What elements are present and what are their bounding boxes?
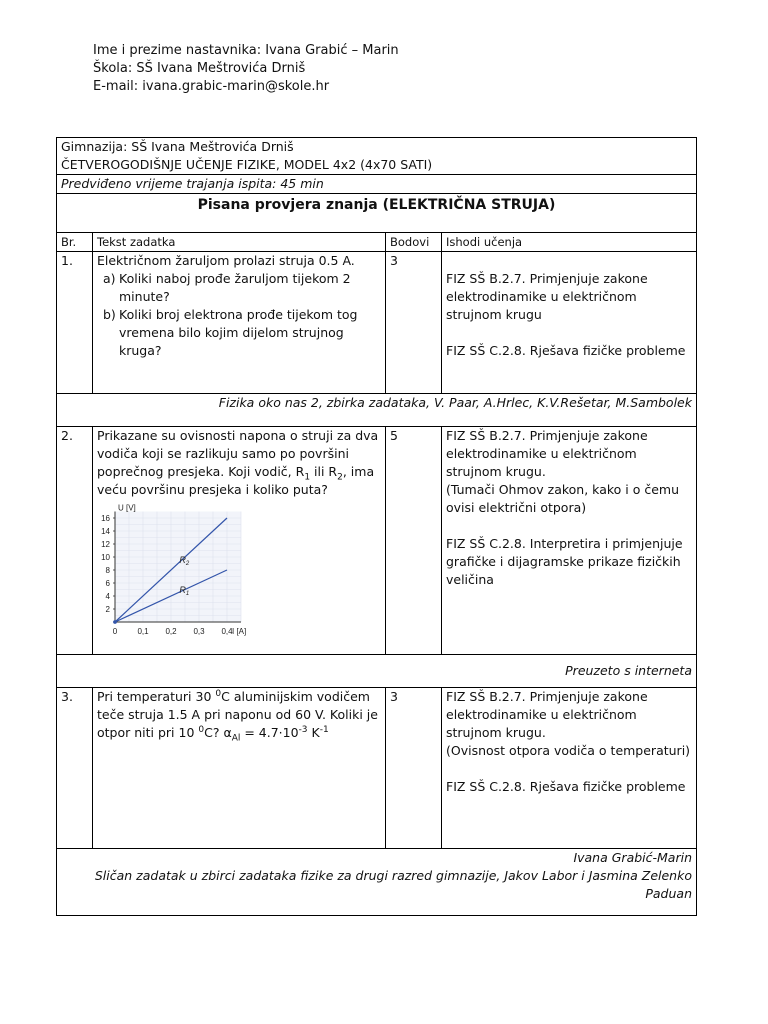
task-source: Sličan zadatak u zbirci zadataka fizike za drugi razred gimnazije, Jakov Labor i Jasmina Zelenko Paduan [94, 868, 692, 901]
task-points: 3 [386, 252, 442, 394]
col-text: Tekst zadatka [93, 233, 386, 252]
task-row-3 [57, 688, 697, 849]
document-header [93, 42, 399, 96]
x-tick-label: 0,4 [221, 627, 233, 636]
outcome: FIZ SŠ B.2.7. Primjenjuje zakone elektrodinamike u električnom strujnom krugu. [446, 689, 648, 740]
task-source: Preuzeto s interneta [57, 655, 697, 688]
title-row [57, 194, 697, 233]
y-tick-label: 8 [105, 566, 110, 575]
task-source-block [57, 849, 697, 916]
exam-table [56, 137, 697, 916]
x-tick-label: 0 [112, 627, 118, 636]
plot-background [115, 512, 241, 623]
subtask-list [97, 270, 381, 360]
model-label: ČETVEROGODIŠNJE UČENJE FIZIKE, MODEL 4x2 (4x70 SATI) [61, 157, 433, 172]
column-header-row [57, 233, 697, 252]
subtask-label: b) [103, 307, 116, 322]
task-number: 1. [57, 252, 93, 394]
source-row-2 [57, 655, 697, 688]
outcome: FIZ SŠ B.2.7. Primjenjuje zakone elektrodinamike u električnom strujnom krugu. [446, 428, 648, 479]
task-question: Prikazane su ovisnosti napona o struji za dva vodiča koji se razlikuju samo po površini poprečnog presjeka. Koji vodič, $R_1$ ili $R_2$, ima veću površinu presjeka i koliko puta? [97, 428, 379, 497]
y-tick-label: 12 [101, 540, 110, 549]
task-number: 3. [57, 688, 93, 849]
task-points: 5 [386, 427, 442, 655]
task-text [93, 427, 386, 655]
task-number: 2. [57, 427, 93, 655]
task-row-2 [57, 427, 697, 655]
y-tick-label: 4 [105, 592, 110, 601]
x-axis-label: I [A] [232, 627, 247, 636]
y-tick-label: 10 [101, 553, 110, 562]
task-outcomes [442, 688, 697, 849]
subtask-b [103, 306, 381, 360]
subtask-text: Koliki broj elektrona prođe tijekom tog vremena bilo kojim dijelom strujnog kruga? [119, 307, 358, 358]
task-source: Fizika oko nas 2, zbirka zadataka, V. Paar, A.Hrlec, K.V.Rešetar, M.Sambolek [57, 394, 697, 427]
subtask-text: Koliki naboj prođe žaruljom tijekom 2 minute? [119, 271, 351, 304]
outcome-note: (Tumači Ohmov zakon, kako i o čemu ovisi električni otpora) [446, 482, 680, 515]
outcome-note: (Ovisnost otpora vodiča o temperaturi) [446, 743, 691, 758]
duration-label: Predviđeno vrijeme trajanja ispita: 45 min [57, 175, 697, 194]
series-label-R2: $R_2$ [179, 555, 190, 568]
x-tick-label: 0,1 [137, 627, 149, 636]
source-author: Ivana Grabić-Marin [573, 850, 692, 865]
outcome: FIZ SŠ C.2.8. Rješava fizičke probleme [446, 343, 686, 358]
y-tick-label: 2 [105, 605, 110, 614]
data-point [113, 620, 117, 624]
y-tick-label: 16 [101, 514, 110, 523]
exam-title: Pisana provjera znanja (ELEKTRIČNA STRUJA) [57, 194, 697, 233]
task-question: Pri temperaturi 30 $^0$C aluminijskim vodičem teče struja 1.5 A pri naponu od 60 V. Koliki je otpor niti pri 10 $^0$C? $\alpha_{Al} = 4.7\cdot 10^{-3}$ $K^{-1}$ [97, 688, 378, 744]
task-outcomes [442, 252, 697, 394]
task-outcomes [442, 427, 697, 655]
source-row-1 [57, 394, 697, 427]
info-row [57, 138, 697, 175]
task-text [93, 688, 386, 849]
gimnazija-label: Gimnazija: SŠ Ivana Meštrovića Drniš [61, 139, 294, 154]
task-row-1 [57, 252, 697, 394]
series-label-R1: $R_1$ [179, 585, 190, 598]
x-tick-label: 0,3 [193, 627, 205, 636]
x-tick-label: 0,2 [165, 627, 177, 636]
y-axis-label: U [V] [118, 503, 136, 513]
teacher-name: Ime i prezime nastavnika: Ivana Grabić – Marin [93, 43, 399, 58]
outcome: FIZ SŠ B.2.7. Primjenjuje zakone elektrodinamike u električnom strujnom krugu [446, 271, 648, 322]
voltage-current-graph [95, 501, 265, 643]
y-tick-label: 14 [101, 527, 110, 536]
col-outcomes: Ishodi učenja [442, 233, 697, 252]
outcome: FIZ SŠ C.2.8. Rješava fizičke probleme [446, 779, 686, 794]
y-tick-label: 6 [105, 579, 110, 588]
school-name: Škola: SŠ Ivana Meštrovića Drniš [93, 61, 306, 76]
subtask-label: a) [103, 271, 116, 286]
outcome: FIZ SŠ C.2.8. Interpretira i primjenjuje grafičke i dijagramske prikaze fizičkih veličina [446, 536, 683, 587]
col-no: Br. [57, 233, 93, 252]
task-intro: Električnom žaruljom prolazi struja 0.5 A. [97, 253, 355, 268]
subtask-a [103, 270, 381, 306]
email: E-mail: ivana.grabic-marin@skole.hr [93, 79, 330, 94]
duration-row [57, 175, 697, 194]
col-points: Bodovi [386, 233, 442, 252]
task-points: 3 [386, 688, 442, 849]
task-text [93, 252, 386, 394]
source-row-3 [57, 849, 697, 916]
